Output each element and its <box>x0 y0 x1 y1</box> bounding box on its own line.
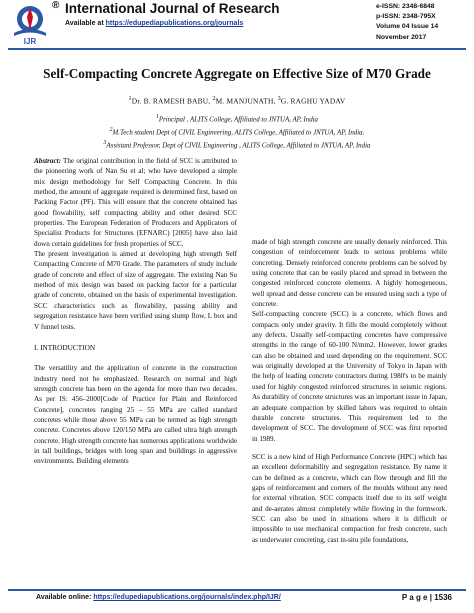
footer-url-link[interactable]: https://edupediapublications.org/journals/index.php/IJR/ <box>93 594 281 601</box>
issn-block <box>376 2 446 43</box>
affiliation-text: Principal , ALITS College, Affiliated to JNTUA, AP, India <box>158 116 318 124</box>
body-paragraph: made of high strength concrete are usually densely reinforced. This congestion of reinforcement leads to serious problems while concreting. Densely reinforced concrete problems can be solved by using concrete that can be easily placed and spread in between the congested reinforced concrete elements. A highly homogeneous, well spread and dense concrete can be ensured using such a type of concrete. <box>252 238 447 309</box>
author-sup: 2 <box>212 96 216 102</box>
page-number: P a g e | 1536 <box>401 593 452 602</box>
abstract-paragraph <box>34 156 237 249</box>
author-name: G. RAGHU YADAV <box>280 96 346 106</box>
volume-issue: Volume 04 Issue 14 <box>376 23 439 31</box>
affiliation <box>0 127 474 136</box>
abstract-text: The original contribution in the field of SCC is attributed to the pioneering work of Nan Su et al; who have developed a simple mix design methodology for Self Compacting Concrete. In this method, the amount of aggregate required is determined first, based on Packing Factor (PF). This will ensure that the concrete obtained has good flowability, self compacting ability and other desired SCC properties. The European Federation of Producers and Applicators of Specialist Products for Structures (EFNARC) [2005] have also laid down certain guidelines for fresh properties of SCC. <box>34 157 237 248</box>
abstract-paragraph-2: The present investigation is aimed at developing high strength Self Compacting Concrete of M70 Grade. The parameters of study include grade of concrete and effect of size of aggregate. The existing Nan Su method of mix design was based on packing factor for a particular grade of concrete, obtained on the basis of experimental investigation. SCC characteristics such as flowability, passing ability and segregation resistance have been verified using slump flow, L box and V funnel tests. <box>34 250 237 331</box>
logo-text: IJR <box>23 37 37 45</box>
affiliation <box>0 140 474 149</box>
journal-url-link[interactable]: https://edupediapublications.org/journals <box>105 20 244 27</box>
body-paragraph: Self-compacting concrete (SCC) is a concrete, which flows and compacts only under gravity. It fills the mould completely without any defects. Usually self-compacting concretes have compressive strengths in the range of 60-100 N/mm2. However, lower grades can also be obtained and used depending on the requirement. SCC was originally developed at the University of Tokyo in Japan with the help of leading concrete contractors during 1980's to be mainly used for highly congested reinforced structures in seismic regions. As durability of concrete structures was an important issue in Japan, an adequate compaction by skilled labors was required to obtain durable concrete structures. This requirement led to the development of SCC. The development of SCC was first reported in 1989. <box>252 310 447 443</box>
paper-title: Self-Compacting Concrete Aggregate on Effective Size of M70 Grade <box>43 66 431 81</box>
pissn: p-ISSN: 2348-795X <box>376 13 436 21</box>
page-number-value: 1536 <box>434 593 452 602</box>
affiliation-sup: 2 <box>109 127 113 133</box>
right-column <box>252 237 447 545</box>
page-label: P a g e <box>401 593 428 602</box>
author-sup: 3 <box>277 96 281 102</box>
header-rule <box>8 48 466 50</box>
affiliation-sup: 3 <box>103 140 107 146</box>
intro-paragraph: The versatility and the application of concrete in the construction industry need not be emphasized. Research on normal and high strength concrete has been on the agenda for more than two decades. As per IS: 456–2000[Code of Practice for Plain and Reinforced Concrete], concretes ranging 25 – 55 MPa are called standard concretes while those above 55 MPa can be termed as high strength concrete. Concretes above 120/150 MPa are called ultra high strength concrete. High strength concrete has numerous applications worldwide in tall buildings, bridges with long span and buildings in aggressive environments. Building elements <box>34 364 237 466</box>
author-sup: 1 <box>128 96 132 102</box>
body-paragraph: SCC is a new kind of High Performance Concrete (HPC) which has an excellent deformability and segregation resistance. By name it can be defined as a concrete, which can flow through and fill the gaps of reinforcement and corners of the moulds without any need for external vibration. SCC compacts itself due to its self weight and de-aerates almost completely while flowing in the formwork. SCC can also be used in situations where it is difficult or impossible to use mechanical compaction for fresh concrete, such as underwater concreting, cast in-situ pile foundations, <box>252 452 447 544</box>
section-heading-introduction: I. INTRODUCTION <box>34 342 96 352</box>
affiliation-text: Assistant Professor, Dept of CIVIL Engineering , ALITS College, Affiliated to JNTUA, AP, India <box>106 142 371 150</box>
journal-title: International Journal of Research <box>65 1 280 16</box>
affiliation-sup: 1 <box>156 114 159 120</box>
affiliation-text: M.Tech student Dept of CIVIL Engineering, ALITS College, Affiliated to JNTUA, AP, India. <box>112 129 365 137</box>
issue-date: November 2017 <box>376 33 427 41</box>
available-at <box>65 20 243 27</box>
eissn: e-ISSN: 2348-6848 <box>376 3 435 10</box>
footer-rule <box>8 589 466 591</box>
available-at-label: Available at <box>65 20 104 27</box>
author-name: Dr. B. RAMESH BABU, <box>131 96 213 106</box>
author-list <box>0 96 474 105</box>
affiliation <box>0 114 474 123</box>
abstract-label: Abstract: <box>34 157 61 165</box>
footer-label: Available online: <box>36 594 92 601</box>
registered-mark: ® <box>52 0 60 11</box>
footer-available-online <box>36 594 281 601</box>
journal-header <box>0 0 474 48</box>
left-column <box>34 156 237 467</box>
author-name: M. MANJUNATH, <box>215 96 278 106</box>
journal-logo-icon <box>8 3 52 45</box>
